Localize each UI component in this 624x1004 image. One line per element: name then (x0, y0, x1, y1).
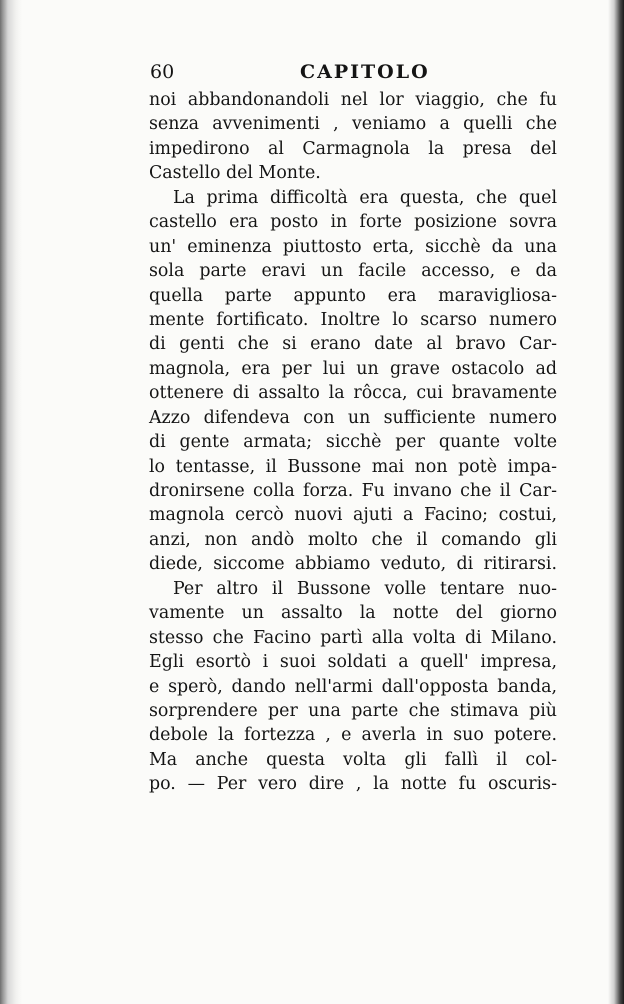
page-right-edge (608, 0, 624, 1004)
text-line: sorprendere per una parte che stimava più (149, 700, 557, 721)
text-line: ottenere di assalto la rôcca, cui bravamente (149, 383, 557, 404)
text-line: debole la fortezza , e averla in suo potere. (149, 725, 557, 746)
text-line: po. — Per vero dire , la notte fu oscuris- (149, 774, 557, 795)
text-line: dronirsene colla forza. Fu invano che il Car- (149, 481, 557, 501)
text-line: senza avvenimenti , veniamo a quelli che (149, 114, 557, 135)
page-number: 60 (150, 61, 175, 83)
text-line: sola parte eravi un facile accesso, e da (149, 261, 557, 282)
page-left-edge (0, 0, 22, 1004)
text-line: stesso che Facino partì alla volta di Milano. (149, 627, 557, 648)
text-line: Egli esortò i suoi soldati a quell' impresa, (149, 652, 557, 673)
running-header (150, 61, 554, 87)
text-line: magnola, era per lui un grave ostacolo ad (149, 358, 557, 379)
body-text (149, 88, 557, 797)
text-line: lo tentasse, il Bussone mai non potè impa- (149, 456, 557, 477)
text-line: La prima difficoltà era questa, che quel (173, 187, 557, 208)
text-line: e sperò, dando nell'armi dall'opposta banda, (149, 676, 557, 697)
text-line: Castello del Monte. (149, 163, 321, 184)
text-line: noi abbandonandoli nel lor viaggio, che fu (149, 90, 557, 110)
text-line: diede, siccome abbiamo veduto, di ritirarsi. (149, 554, 557, 575)
text-line: quella parte appunto era maravigliosa- (149, 285, 557, 306)
text-line: vamente un assalto la notte del giorno (149, 603, 557, 624)
text-line: impedirono al Carmagnola la presa del (149, 138, 557, 159)
text-line: Azzo difendeva con un sufficiente numero (149, 407, 557, 428)
text-line: di genti che si erano date al bravo Car- (149, 334, 557, 355)
text-line: di gente armata; sicchè per quante volte (149, 432, 557, 453)
text-line: castello era posto in forte posizione sovra (149, 212, 557, 233)
text-line: Ma anche questa volta gli fallì il col- (149, 749, 557, 770)
chapter-title: CAPITOLO (300, 61, 430, 83)
text-line: magnola cercò nuovi ajuti a Facino; costui, (149, 505, 557, 526)
text-line: mente fortificato. Inoltre lo scarso numero (149, 309, 557, 330)
text-line: un' eminenza piuttosto erta, sicchè da una (149, 236, 557, 257)
text-line: anzi, non andò molto che il comando gli (149, 529, 557, 550)
text-line: Per altro il Bussone volle tentare nuo- (173, 578, 557, 599)
